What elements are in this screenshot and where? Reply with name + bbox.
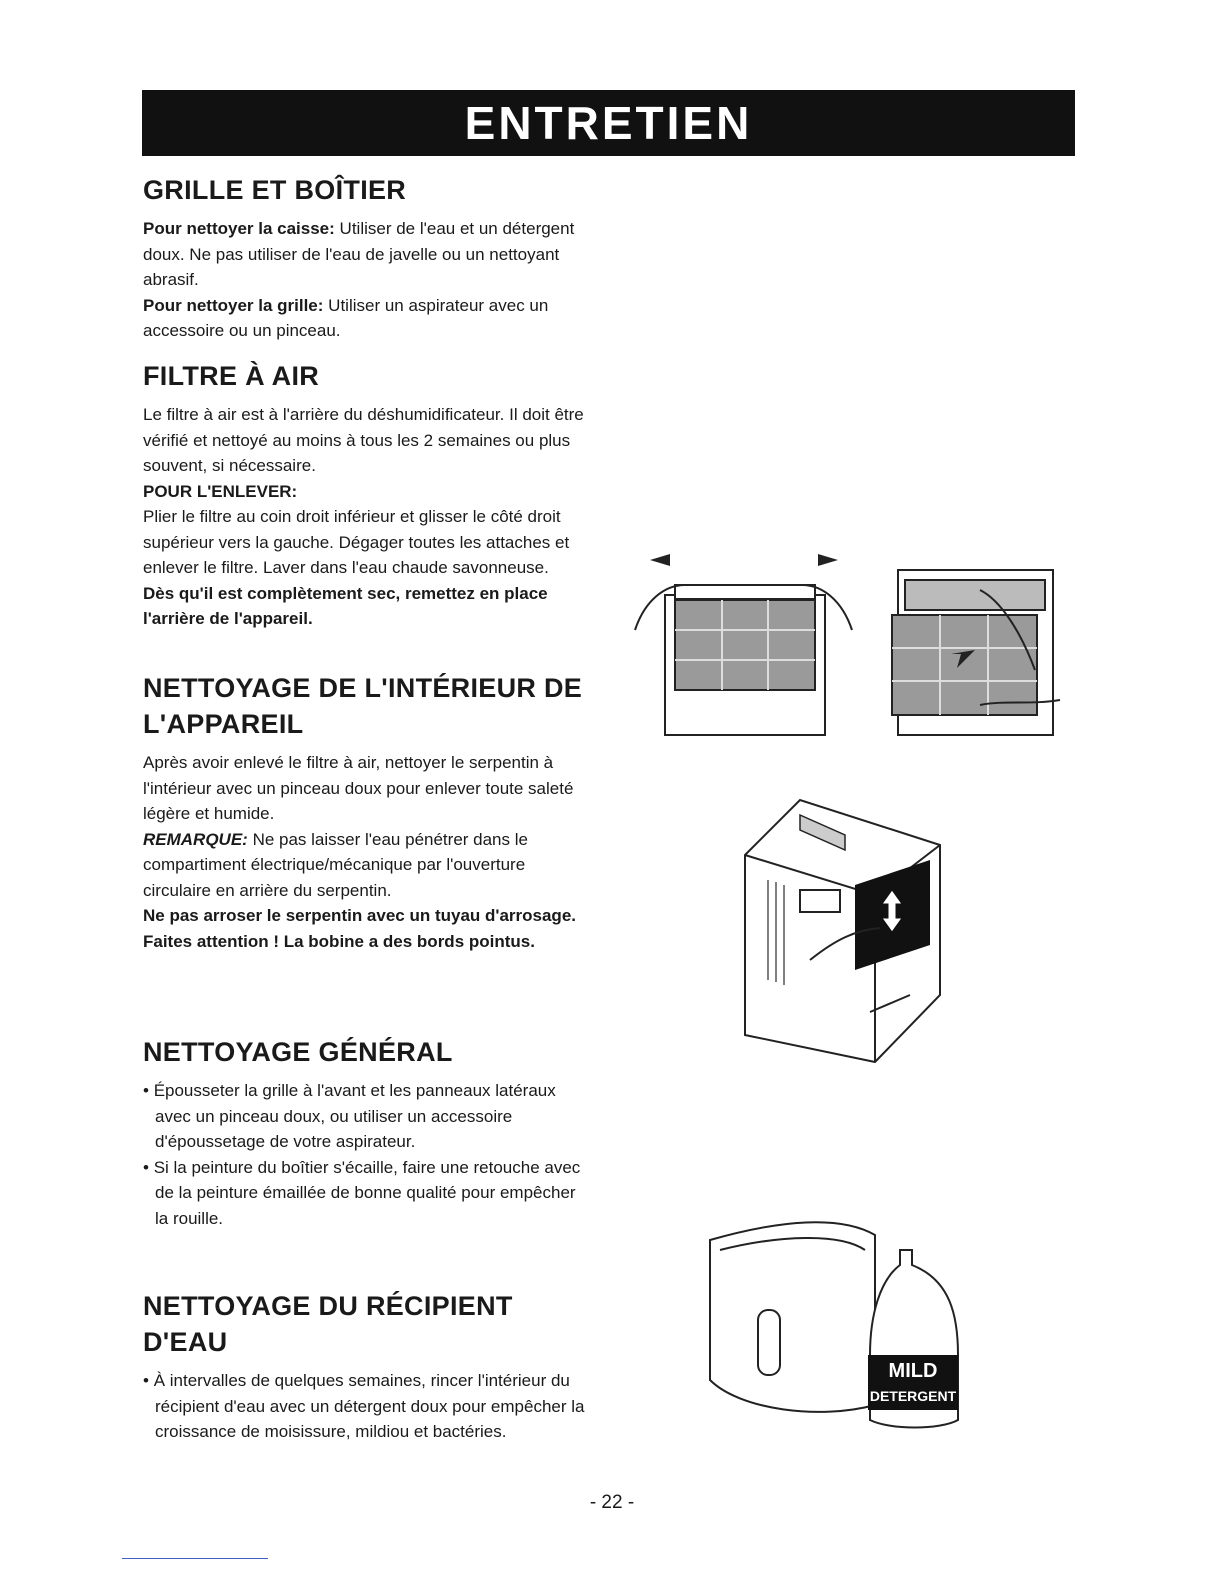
interieur-text: Après avoir enlevé le filtre à air, nettoyer le serpentin à l'intérieur avec un pinceau doux pour enlever toute saleté légère et humide. bbox=[143, 753, 574, 823]
remark-label: REMARQUE: bbox=[143, 829, 248, 849]
page-number: - 22 - bbox=[589, 1492, 635, 1513]
section-heading-grille: GRILLE ET BOÎTIER bbox=[143, 175, 407, 205]
footer-divider bbox=[122, 1558, 268, 1559]
filtre-dry-note: Dès qu'il est complètement sec, remettez en place l'arrière de l'appareil. bbox=[143, 583, 548, 628]
dehumidifier-interior-illustration bbox=[740, 790, 950, 1065]
caisse-text: Utiliser de l'eau et un détergent doux. Ne pas utiliser de l'eau de javelle ou un nettoyant abrasif. bbox=[143, 219, 575, 289]
section-heading-recipient: NETTOYAGE DU RÉCIPIENT D'EAU bbox=[143, 1291, 513, 1357]
grille-grille-paragraph bbox=[143, 293, 593, 344]
section-interieur bbox=[143, 670, 593, 954]
interieur-remark bbox=[143, 827, 593, 904]
list-item: • Si la peinture du boîtier s'écaille, faire une retouche avec de la peinture émaillée de bonne qualité pour empêcher la rouille. bbox=[143, 1155, 593, 1232]
grille-text: Utiliser un aspirateur avec un accessoire ou un pinceau. bbox=[143, 295, 549, 340]
section-recipient bbox=[143, 1288, 593, 1445]
caisse-label: Pour nettoyer la caisse: bbox=[143, 219, 335, 238]
page-title: ENTRETIEN bbox=[464, 97, 753, 149]
section-grille bbox=[143, 172, 593, 344]
list-item: • À intervalles de quelques semaines, rincer l'intérieur du récipient d'eau avec un détergent doux pour empêcher la croissance de moisissure, mildiou et bactéries. bbox=[143, 1368, 593, 1445]
detergent-label-line1: MILD bbox=[888, 1360, 938, 1382]
grille-caisse-paragraph bbox=[143, 216, 593, 293]
filtre-remove-text: Plier le filtre au coin droit inférieur et glisser le côté droit supérieur vers la gauche. Dégager toutes les attaches et enlever le filtre. Laver dans l'eau chaude savonneuse. bbox=[143, 507, 570, 577]
grille-label: Pour nettoyer la grille: bbox=[143, 295, 324, 315]
interieur-warning-hose: Ne pas arroser le serpentin avec un tuyau d'arrosage. bbox=[143, 906, 576, 925]
section-heading-interieur: NETTOYAGE DE L'INTÉRIEUR DE L'APPAREIL bbox=[143, 673, 583, 739]
page-title-banner bbox=[142, 90, 1075, 156]
filtre-remove-label: POUR L'ENLEVER: bbox=[143, 481, 298, 501]
detergent-label-line2: DETERGENT bbox=[869, 1388, 957, 1404]
section-filtre bbox=[143, 358, 593, 632]
list-item: • Épousseter la grille à l'avant et les panneaux latéraux avec un pinceau doux, ou utiliser un accessoire d'époussetage de votre aspirateur. bbox=[143, 1078, 593, 1155]
section-heading-general: NETTOYAGE GÉNÉRAL bbox=[143, 1037, 453, 1067]
filter-removal-illustration bbox=[630, 540, 1070, 740]
general-bullet-list bbox=[143, 1078, 593, 1231]
section-general bbox=[143, 1034, 593, 1231]
water-bucket-detergent-illustration bbox=[700, 1205, 965, 1435]
recipient-bullet-list bbox=[143, 1368, 593, 1445]
interieur-warning-edges: Faites attention ! La bobine a des bords pointus. bbox=[143, 931, 535, 951]
filtre-intro: Le filtre à air est à l'arrière du déshumidificateur. Il doit être vérifié et nettoyé au moins à tous les 2 semaines ou plus souvent, si nécessaire. bbox=[143, 405, 584, 475]
remark-text: Ne pas laisser l'eau pénétrer dans le compartiment électrique/mécanique par l'ouverture circulaire en arrière du serpentin. bbox=[143, 829, 528, 900]
section-heading-filtre: FILTRE À AIR bbox=[143, 361, 320, 391]
